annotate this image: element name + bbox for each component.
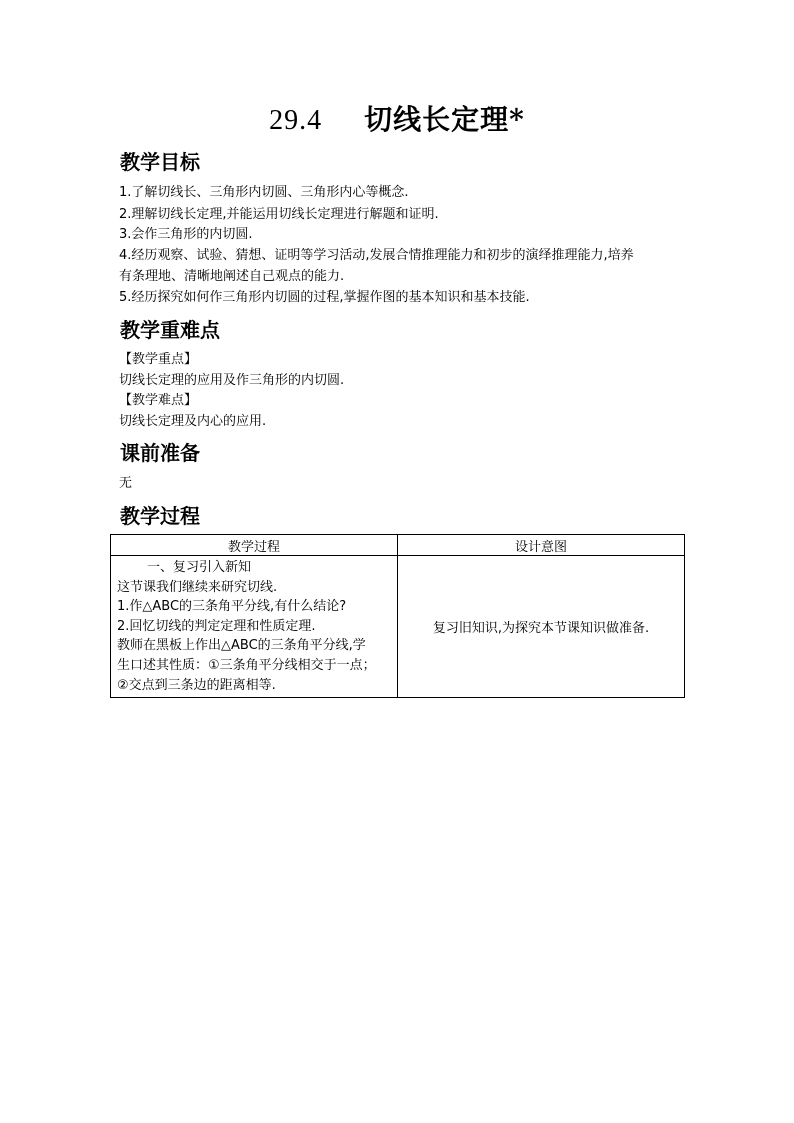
preparation-text: 无 <box>119 476 133 491</box>
objective-item: 有条理地、清晰地阐述自己观点的能力. <box>119 269 345 284</box>
process-line: 教师在黑板上作出△ABC的三条角平分线,学 <box>117 638 366 654</box>
focus-text: 切线长定理的应用及作三角形的内切圆. <box>119 373 345 388</box>
key-points-heading: 教学重难点 <box>120 318 220 342</box>
process-line: 这节课我们继续来研究切线. <box>117 579 278 595</box>
title-number: 29.4 <box>269 105 323 136</box>
process-heading: 教学过程 <box>120 504 200 528</box>
objectives-heading: 教学目标 <box>120 150 200 174</box>
process-cell <box>111 556 398 698</box>
table-header-row <box>111 535 685 556</box>
process-line: ②交点到三条边的距离相等. <box>117 677 276 693</box>
process-table <box>110 534 685 698</box>
difficulty-label: 【教学难点】 <box>119 393 198 408</box>
page-title <box>0 98 794 138</box>
objective-item: 3.会作三角形的内切圆. <box>119 227 253 242</box>
process-line: 2.回忆切线的判定定理和性质定理. <box>117 618 316 634</box>
objective-item: 1.了解切线长、三角形内切圆、三角形内心等概念. <box>119 185 409 200</box>
header-process: 教学过程 <box>111 535 398 556</box>
title-text: 切线长定理* <box>364 103 525 136</box>
process-line: 1.作△ABC的三条角平分线,有什么结论? <box>117 599 347 615</box>
process-line: 一、复习引入新知 <box>147 560 252 575</box>
header-design-intent: 设计意图 <box>398 535 685 556</box>
design-intent-cell: 复习旧知识,为探究本节课知识做准备. <box>398 556 685 698</box>
objective-item: 2.理解切线长定理,并能运用切线长定理进行解题和证明. <box>119 207 439 222</box>
difficulty-text: 切线长定理及内心的应用. <box>119 414 267 429</box>
table-row <box>111 556 685 698</box>
objective-item: 5.经历探究如何作三角形内切圆的过程,掌握作图的基本知识和基本技能. <box>119 290 530 305</box>
preparation-heading: 课前准备 <box>120 441 200 465</box>
focus-label: 【教学重点】 <box>119 352 198 367</box>
process-line: 生口述其性质：①三条角平分线相交于一点； <box>117 657 376 673</box>
objective-item: 4.经历观察、试验、猜想、证明等学习活动,发展合情推理能力和初步的演绎推理能力,培养 <box>119 248 634 263</box>
